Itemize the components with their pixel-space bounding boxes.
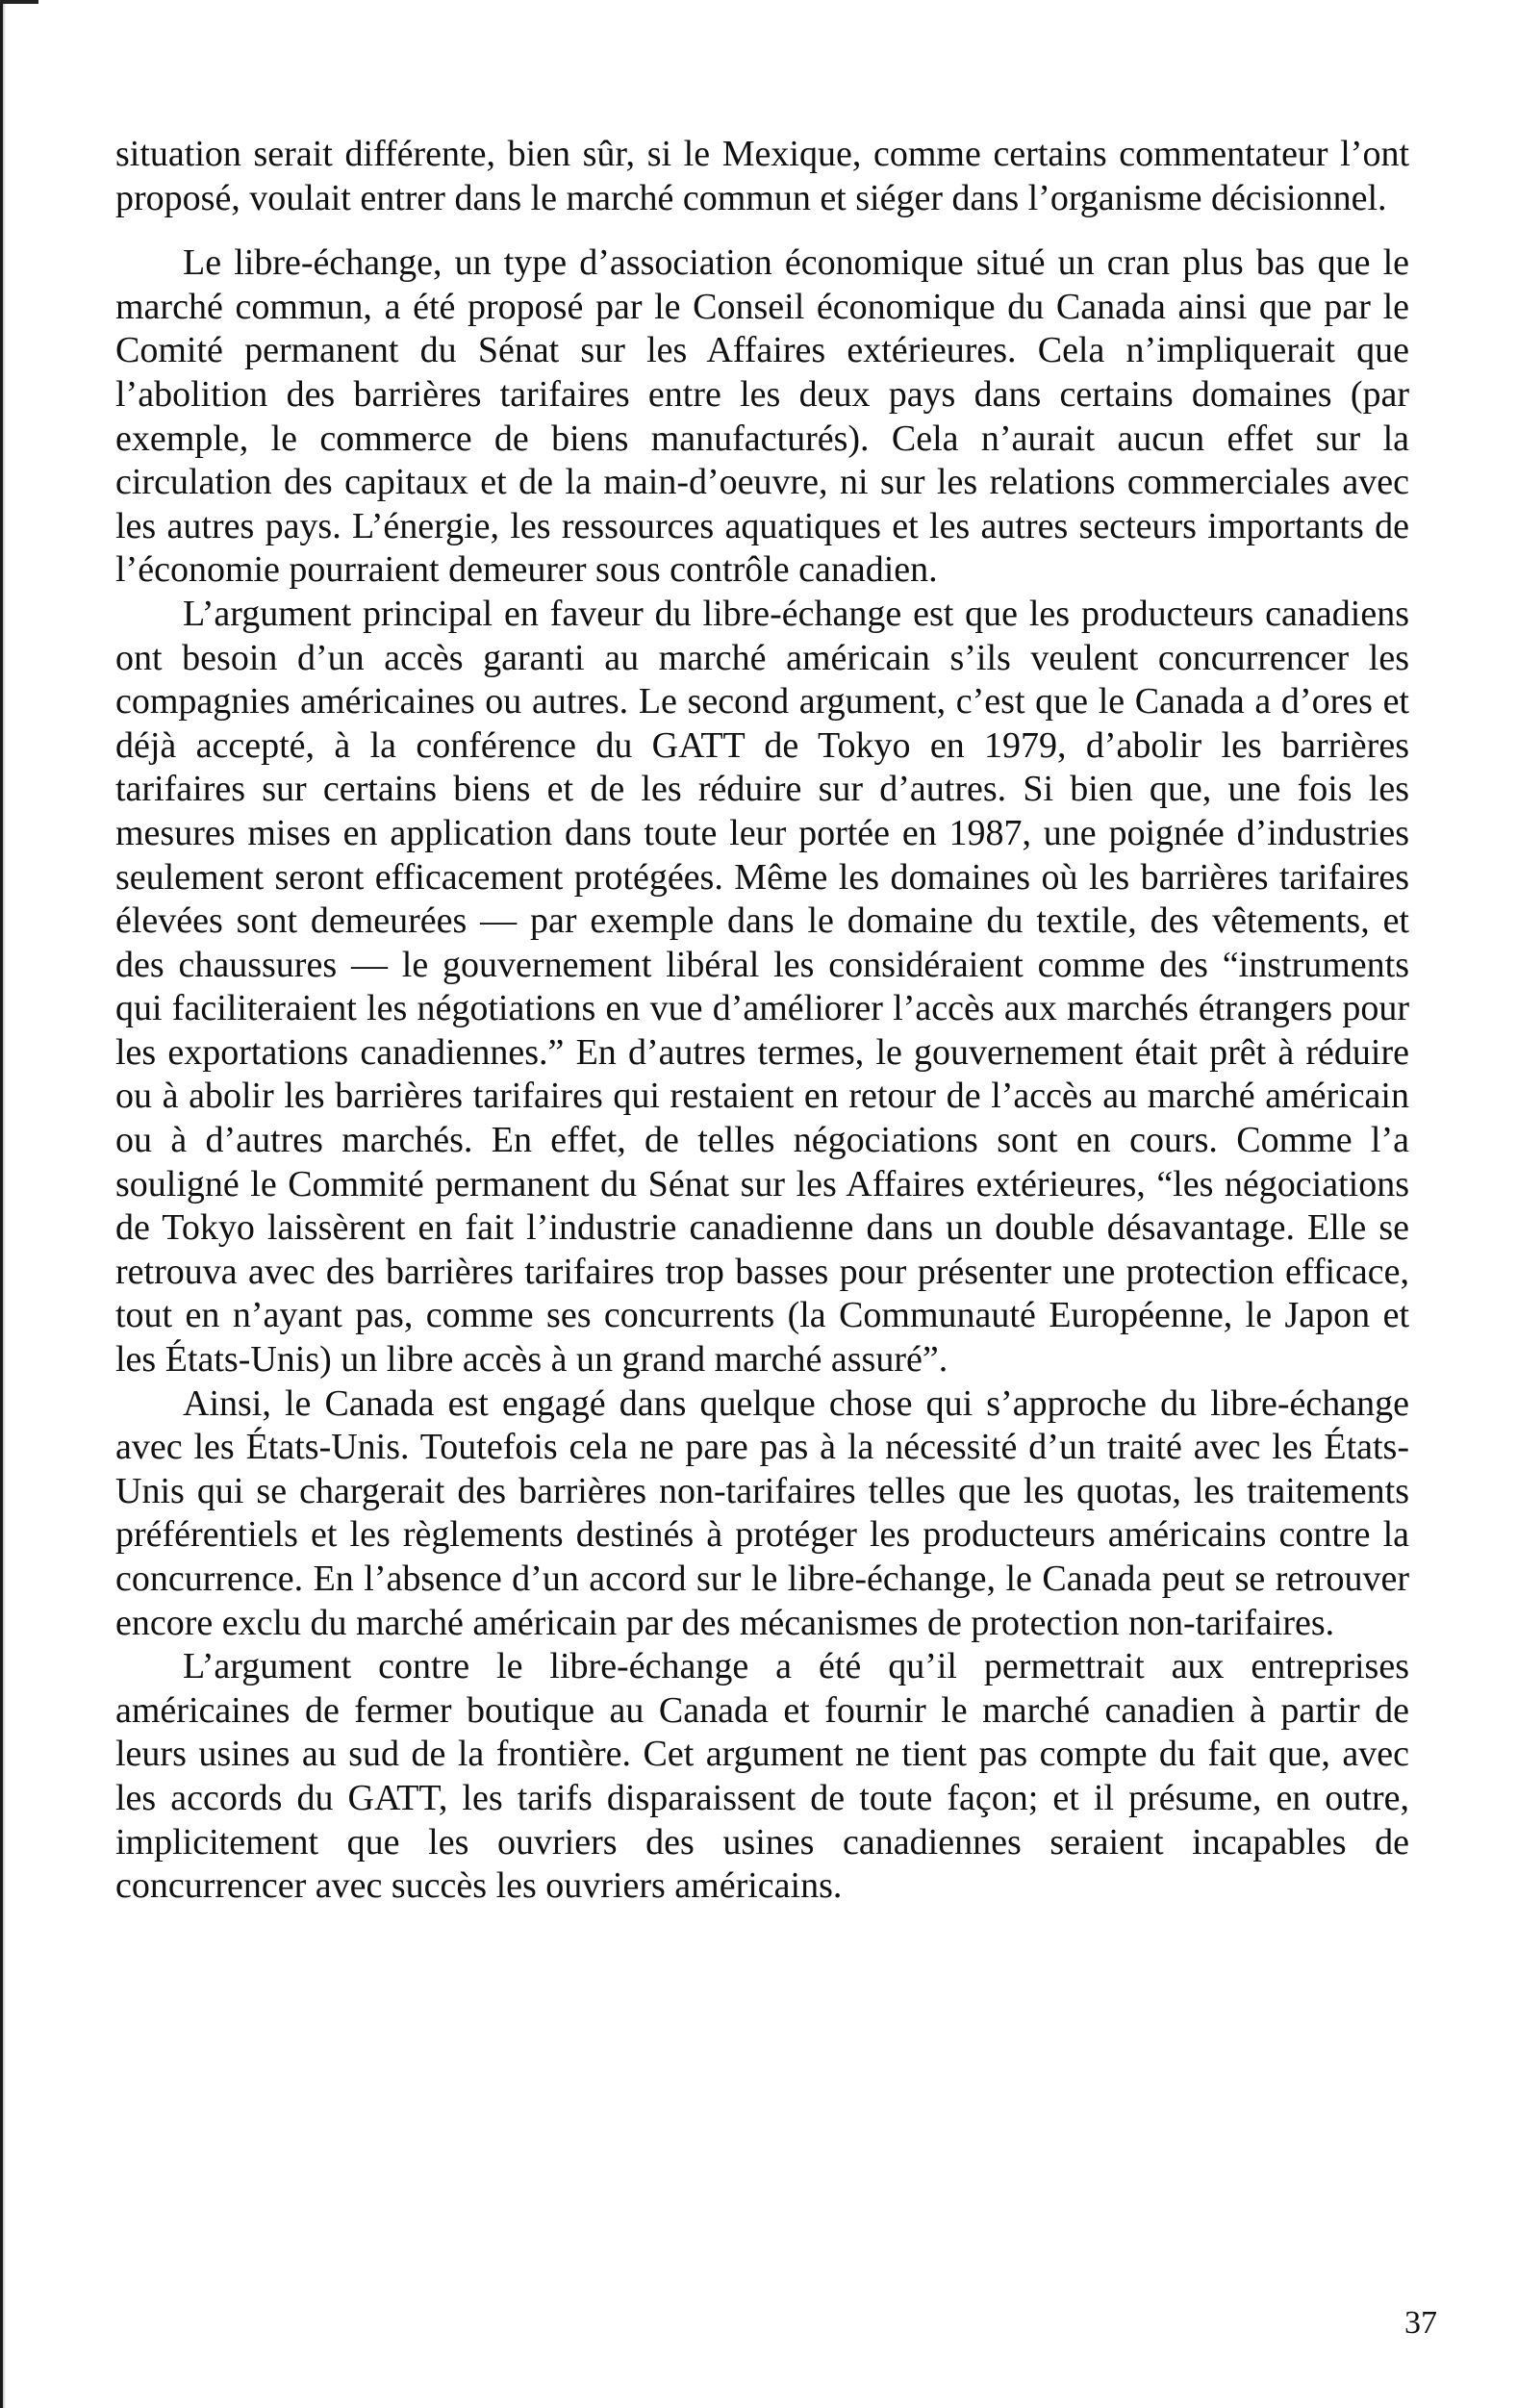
paragraph-ainsi: Ainsi, le Canada est engagé dans quelque chose qui s’approche du libre-échange avec les États-Unis. Toutefois cela ne pare pas à la nécessité d’un traité avec les États-Unis qui se chargerait des barrières non-tarifaires telles que les quotas, les traitements préférentiels et les règlements destinés à protéger les producteurs américains contre la concurrence. En l’absence d’un accord sur le libre-échange, le Canada peut se retrouver encore exclu du marché américain par des mécanismes de protection non-tarifaires. [115, 1382, 1409, 1643]
paragraph-continuation: situation serait différente, bien sûr, si le Mexique, comme certains commentateur l’ont proposé, voulait entrer dans le marché commun et siéger dans l’organisme décisionnel. [115, 134, 1409, 218]
paragraph-libre-echange: Le libre-échange, un type d’association économique situé un cran plus bas que le marché commun, a été proposé par le Conseil économique du Canada ainsi que par le Comité permanent du Sénat sur les Affaires extérieures. Cela n’impliquerait que l’abolition des barrières tarifaires entre les deux pays dans certains domaines (par exemple, le commerce de biens manufacturés). Cela n’aurait aucun effet sur la circulation des capitaux et de la main-d’oeuvre, ni sur les relations commerciales avec les autres pays. L’énergie, les ressources aquatiques et les autres secteurs importants de l’économie pourraient demeurer sous contrôle canadien. [115, 242, 1409, 591]
paragraph-argument-contre: L’argument contre le libre-échange a été qu’il permettrait aux entreprises américaines de fermer boutique au Canada et fournir le marché canadien à partir de leurs usines au sud de la frontière. Cet argument ne tient pas compte du fait que, avec les accords du GATT, les tarifs disparaissent de toute façon; et il présume, en outre, implicitement que les ouvriers des usines canadiennes seraient incapables de concurrencer avec succès les ouvriers américains. [115, 1646, 1409, 1907]
scan-corner-mark [0, 0, 38, 4]
page-body [115, 133, 1409, 1909]
scan-edge-mark [0, 0, 6, 2408]
paragraph-argument-principal: L’argument principal en faveur du libre-échange est que les producteurs canadiens ont besoin d’un accès garanti au marché américain s’ils veulent concurrencer les compagnies américaines ou autres. Le second argument, c’est que le Canada a d’ores et déjà accepté, à la conférence du GATT de Tokyo en 1979, d’abolir les barrières tarifaires sur certains biens et de les réduire sur d’autres. Si bien que, une fois les mesures mises en application dans toute leur portée en 1987, une poignée d’industries seulement seront efficacement protégées. Même les domaines où les barrières tarifaires élevées sont demeurées — par exemple dans le domaine du textile, des vêtements, et des chaussures — le gouvernement libéral les considéraient comme des “instruments qui faciliteraient les négotiations en vue d’améliorer l’accès aux marchés étrangers pour les exportations canadiennes.” En d’autres termes, le gouvernement était prêt à réduire ou à abolir les barrières tarifaires qui restaient en retour de l’accès au marché américain ou à d’autres marchés. En effet, de telles négociations sont en cours. Comme l’a souligné le Commité permanent du Sénat sur les Affaires extérieures, “les négociations de Tokyo laissèrent en fait l’industrie canadienne dans un double désavantage. Elle se retrouva avec des barrières tarifaires trop basses pour présenter une protection efficace, tout en n’ayant pas, comme ses concurrents (la Communauté Européenne, le Japon et les États-Unis) un libre accès à un grand marché assuré”. [115, 593, 1409, 1381]
page-number: 37 [1404, 2305, 1437, 2341]
